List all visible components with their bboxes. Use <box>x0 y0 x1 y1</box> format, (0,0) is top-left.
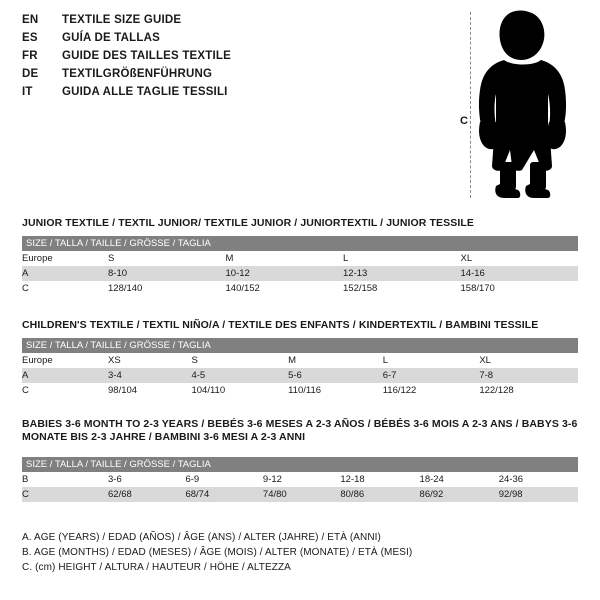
header <box>22 14 442 104</box>
table-band-label: SIZE / TALLA / TAILLE / GRÖSSE / TAGLIA <box>22 236 578 251</box>
table-band-label: SIZE / TALLA / TAILLE / GRÖSSE / TAGLIA <box>22 457 578 472</box>
header-lang-code: DE <box>22 68 39 80</box>
header-title-text: GUIDA ALLE TAGLIE TESSILI <box>62 86 228 98</box>
cell: 4-5 <box>191 368 288 383</box>
header-lang-code: FR <box>22 50 38 62</box>
cell: XL <box>479 353 578 368</box>
header-lang-code: ES <box>22 32 38 44</box>
header-lang-code: IT <box>22 86 33 98</box>
row-label: C <box>22 487 108 502</box>
cell: 86/92 <box>420 487 499 502</box>
height-measure-line <box>470 12 471 198</box>
cell: L <box>343 251 461 266</box>
table-row <box>22 266 578 281</box>
legend-item-c: C. (cm) HEIGHT / ALTURA / HAUTEUR / HÖHE / ALTEZZA <box>22 562 291 573</box>
table-row <box>22 487 578 502</box>
cell: 110/116 <box>288 383 383 398</box>
header-row <box>22 14 442 32</box>
table-row <box>22 281 578 296</box>
table-row <box>22 383 578 398</box>
header-title-text: GUIDE DES TAILLES TEXTILE <box>62 50 231 62</box>
header-title-text: GUÍA DE TALLAS <box>62 32 160 44</box>
legend-item-b: B. AGE (MONTHS) / EDAD (MESES) / ÂGE (MOIS) / ALTER (MONATE) / ETÀ (MESI) <box>22 547 413 558</box>
cell: 3-6 <box>108 472 185 487</box>
cell: 7-8 <box>479 368 578 383</box>
cell: M <box>288 353 383 368</box>
measure-label-c: C <box>460 115 468 127</box>
cell: 12-18 <box>340 472 419 487</box>
cell: 6-9 <box>185 472 262 487</box>
cell: 5-6 <box>288 368 383 383</box>
child-silhouette-icon <box>476 10 586 200</box>
cell: 116/122 <box>383 383 480 398</box>
row-label: C <box>22 281 108 296</box>
junior-size-table <box>22 236 578 296</box>
section-title-children: CHILDREN'S TEXTILE / TEXTIL NIÑO/A / TEXTILE DES ENFANTS / KINDERTEXTIL / BAMBINI TESSILE <box>22 319 539 331</box>
table-row <box>22 251 578 266</box>
cell: XL <box>461 251 579 266</box>
cell: 14-16 <box>461 266 579 281</box>
header-title-text: TEXTILGRÖßENFÜHRUNG <box>62 68 213 80</box>
table-header-band <box>22 457 578 472</box>
children-size-table <box>22 338 578 398</box>
row-label: Europe <box>22 251 108 266</box>
cell: 9-12 <box>263 472 340 487</box>
cell: 3-4 <box>108 368 191 383</box>
table-header-band <box>22 338 578 353</box>
babies-size-table <box>22 457 578 502</box>
row-label: Europe <box>22 353 108 368</box>
table-row <box>22 368 578 383</box>
cell: 18-24 <box>420 472 499 487</box>
measurement-figure <box>440 8 590 203</box>
cell: 12-13 <box>343 266 461 281</box>
row-label: A <box>22 368 108 383</box>
section-title-babies: BABIES 3-6 MONTH TO 2-3 YEARS / BEBÉS 3-6 MESES A 2-3 AÑOS / BÉBÉS 3-6 MOIS A 2-3 ANS / BABYS 3-6 MONATE BIS 2-3 JAHRE / BAMBINI 3-6 MESI A 2-3 ANNI <box>22 418 578 443</box>
row-label: A <box>22 266 108 281</box>
header-lang-code: EN <box>22 14 39 26</box>
table-header-band <box>22 236 578 251</box>
cell: 74/80 <box>263 487 340 502</box>
cell: XS <box>108 353 191 368</box>
cell: 10-12 <box>226 266 344 281</box>
cell: 104/110 <box>191 383 288 398</box>
cell: 140/152 <box>226 281 344 296</box>
cell: 128/140 <box>108 281 226 296</box>
legend-item-a: A. AGE (YEARS) / EDAD (AÑOS) / ÂGE (ANS) / ALTER (JAHRE) / ETÀ (ANNI) <box>22 532 381 543</box>
table-band-label: SIZE / TALLA / TAILLE / GRÖSSE / TAGLIA <box>22 338 578 353</box>
row-label: B <box>22 472 108 487</box>
legend <box>22 530 582 575</box>
cell: 68/74 <box>185 487 262 502</box>
cell: M <box>226 251 344 266</box>
cell: 98/104 <box>108 383 191 398</box>
header-row <box>22 50 442 68</box>
cell: 6-7 <box>383 368 480 383</box>
header-title-text: TEXTILE SIZE GUIDE <box>62 14 182 26</box>
table-row <box>22 353 578 368</box>
cell: 122/128 <box>479 383 578 398</box>
header-row <box>22 68 442 86</box>
row-label: C <box>22 383 108 398</box>
cell: 62/68 <box>108 487 185 502</box>
cell: 80/86 <box>340 487 419 502</box>
section-title-junior: JUNIOR TEXTILE / TEXTIL JUNIOR/ TEXTILE JUNIOR / JUNIORTEXTIL / JUNIOR TESSILE <box>22 217 474 229</box>
cell: S <box>191 353 288 368</box>
header-row <box>22 32 442 50</box>
cell: S <box>108 251 226 266</box>
cell: 152/158 <box>343 281 461 296</box>
cell: 92/98 <box>499 487 578 502</box>
cell: L <box>383 353 480 368</box>
cell: 8-10 <box>108 266 226 281</box>
header-row <box>22 86 442 104</box>
cell: 24-36 <box>499 472 578 487</box>
cell: 158/170 <box>461 281 579 296</box>
table-row <box>22 472 578 487</box>
